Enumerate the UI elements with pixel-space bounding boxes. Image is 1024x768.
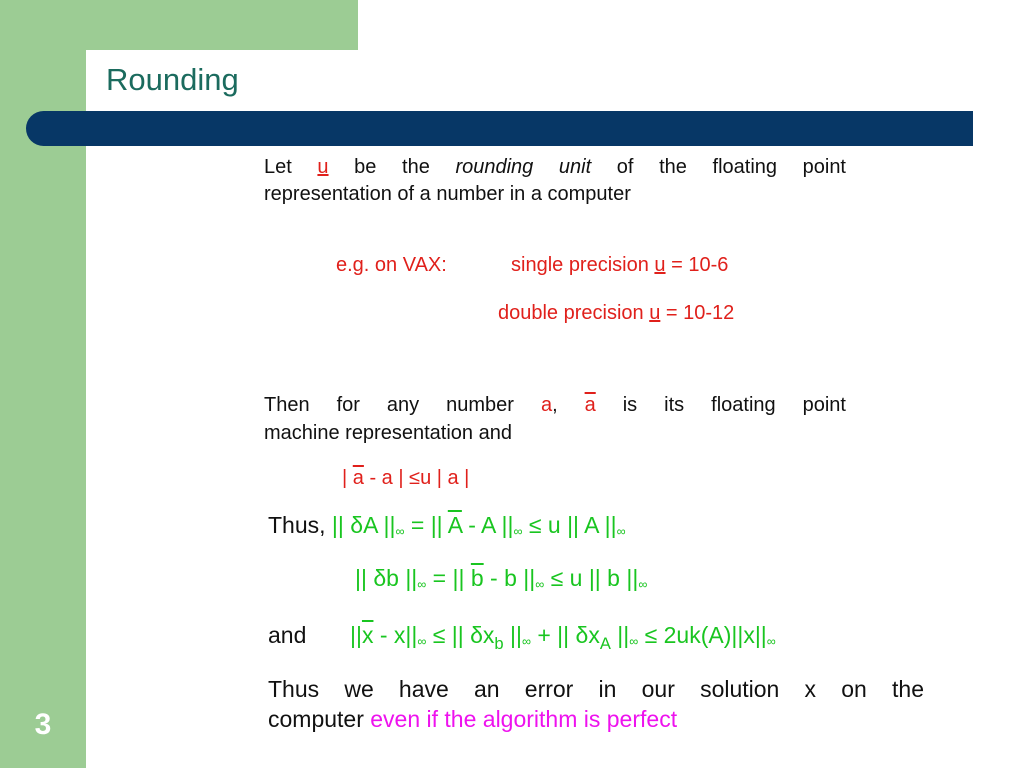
final-line-1: Thus we have an error in our solution x on the — [268, 676, 924, 702]
intro-line-1: Let u be the rounding unit of the floating point — [264, 156, 846, 178]
slide-title: Rounding — [106, 62, 239, 97]
rounding-inequality: | $\overline{a}$ - a | ≤u | a | — [342, 467, 470, 489]
then-line-1: Then for any number a, $\overline{a}$ is its floating point — [264, 394, 846, 416]
error-bound-line: $||\overline{x} - x||\infty$ ≤ || $\delta x_b$ ||∞ + || $\delta x_A$ ||∞ ≤ 2uk(A)||x||∞ — [350, 622, 776, 653]
slide-number: 3 — [34, 708, 52, 741]
vax-label: e.g. on VAX: — [336, 254, 447, 276]
intro-line-2: representation of a number in a computer — [264, 183, 631, 205]
and-label: and — [268, 622, 307, 648]
single-precision: single precision u = 10-6 — [511, 254, 729, 276]
final-line-2: computer even if the algorithm is perfect — [268, 706, 678, 732]
thus-line-A: Thus, || δA ||∞ = || $\overline{A}$ - A ||∞ ≤ u || A ||∞ — [268, 512, 626, 539]
thus-line-b: || δb ||∞ = || $\overline{b}$ - b ||∞ ≤ u || b ||∞ — [355, 565, 648, 592]
top-green-panel — [0, 0, 358, 50]
double-precision: double precision u = 10-12 — [498, 302, 735, 324]
title-underline-bar — [26, 111, 973, 146]
then-line-2: machine representation and — [264, 422, 512, 444]
